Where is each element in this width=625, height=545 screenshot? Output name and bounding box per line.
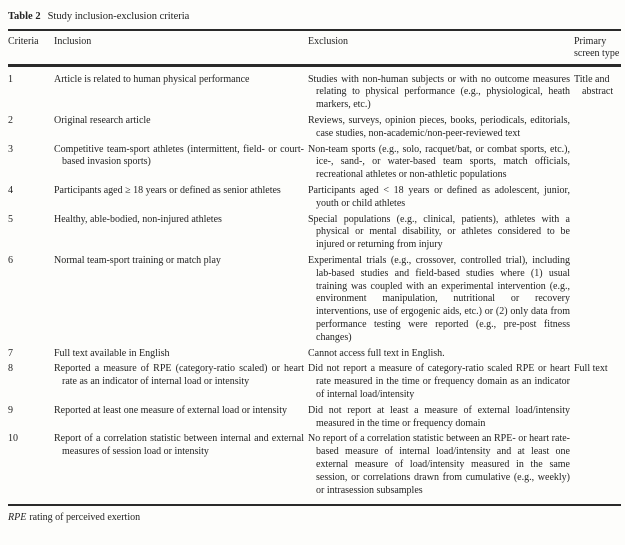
table-row: [8, 433, 621, 497]
exclusion-cell: Non-team sports (e.g., solo, racquet/bat, or combat sports, etc.), ice-, sand-, or water-based team sports, match officials, recreational athletes or non-athletic populations: [308, 143, 570, 181]
table-row: [8, 74, 621, 112]
footnote-abbr: RPE: [8, 511, 27, 523]
exclusion-cell: Did not report a measure of category-ratio scaled RPE or heart rate measured in the time or frequency domain as an indicator of internal load/intensity: [308, 363, 570, 400]
inclusion-cell: Full text available in English: [54, 347, 170, 359]
criteria-number: 7: [8, 347, 13, 359]
exclusion-cell: Reviews, surveys, opinion pieces, books, periodicals, editorials, case studies, non-academic/non-peer-reviewed text: [308, 114, 570, 139]
primary-screen-cell: Full text: [574, 363, 608, 375]
criteria-number: 2: [8, 114, 13, 126]
table-row: [8, 255, 621, 345]
exclusion-cell: Did not report at least a measure of external load/intensity measured in the time or frequency domain: [308, 404, 570, 429]
footnote-text: rating of perceived exertion: [29, 511, 141, 523]
primary-screen-cell: Title and abstract: [574, 73, 614, 98]
criteria-number: 6: [8, 254, 13, 266]
table-row: [8, 185, 621, 211]
criteria-number: 5: [8, 213, 13, 225]
header-primary-screen: Primary screen type: [574, 35, 620, 60]
exclusion-cell: Experimental trials (e.g., crossover, controlled trial), including lab-based studies and field-based studies where (1) usual training was coupled with an experimental intervention (e.g., environment manipulation, nutritional or recovery interventions, use of ergogenic aids, etc.) or (2) only data from performance testing were reported (e.g., pre-post fitness changes): [308, 254, 570, 343]
table-row: [8, 405, 621, 431]
table-footnote: [8, 511, 621, 524]
inclusion-cell: Healthy, able-bodied, non-injured athletes: [54, 213, 222, 225]
header-inclusion: Inclusion: [54, 35, 92, 47]
table-row: [8, 348, 621, 361]
criteria-number: 8: [8, 363, 13, 375]
table-row: [8, 363, 621, 401]
criteria-number: 3: [8, 143, 13, 155]
bottom-rule: [8, 504, 621, 506]
criteria-number: 9: [8, 404, 13, 416]
table-label: Table 2: [8, 11, 41, 22]
inclusion-cell: Report of a correlation statistic between internal and external measures of session load or intensity: [54, 433, 304, 458]
header-criteria: Criteria: [8, 35, 39, 47]
inclusion-cell: Participants aged ≥ 18 years or defined as senior athletes: [54, 184, 281, 196]
exclusion-cell: Studies with non-human subjects or with no outcome measures relating to physical performance (e.g., physiological, heath markers, etc.): [308, 73, 570, 111]
inclusion-cell: Competitive team-sport athletes (intermittent, field- or court-based invasion sports): [54, 143, 304, 168]
inclusion-cell: Reported at least one measure of external load or intensity: [54, 404, 287, 416]
criteria-number: 4: [8, 184, 13, 196]
table-header: [8, 31, 621, 65]
inclusion-cell: Original research article: [54, 114, 151, 126]
table-caption-text: Study inclusion-exclusion criteria: [47, 11, 190, 22]
header-exclusion: Exclusion: [308, 35, 348, 47]
table-caption: [8, 10, 621, 24]
exclusion-cell: Cannot access full text in English.: [308, 347, 445, 359]
table-row: [8, 214, 621, 252]
inclusion-cell: Reported a measure of RPE (category-ratio scaled) or heart rate as an indicator of internal load or intensity: [54, 363, 304, 388]
exclusion-cell: Participants aged < 18 years or defined as adolescent, junior, youth or child athletes: [308, 184, 570, 209]
table-body: [8, 67, 621, 505]
table-row: [8, 115, 621, 141]
table-row: [8, 144, 621, 182]
criteria-number: 1: [8, 73, 13, 85]
table-header-row: [8, 36, 621, 62]
criteria-number: 10: [8, 433, 18, 445]
inclusion-cell: Article is related to human physical performance: [54, 73, 250, 85]
exclusion-cell: No report of a correlation statistic between an RPE- or heart rate-based measure of internal load/intensity and at least one external measure of load/intensity measured in the same session, or correlations drawn from cumulative (e.g., weekly) or intrasession subsamples: [308, 433, 570, 496]
exclusion-cell: Special populations (e.g., clinical, patients), athletes with a physical or mental disability, or athletes considered to be injured or returning from injury: [308, 213, 570, 251]
inclusion-cell: Normal team-sport training or match play: [54, 254, 221, 266]
